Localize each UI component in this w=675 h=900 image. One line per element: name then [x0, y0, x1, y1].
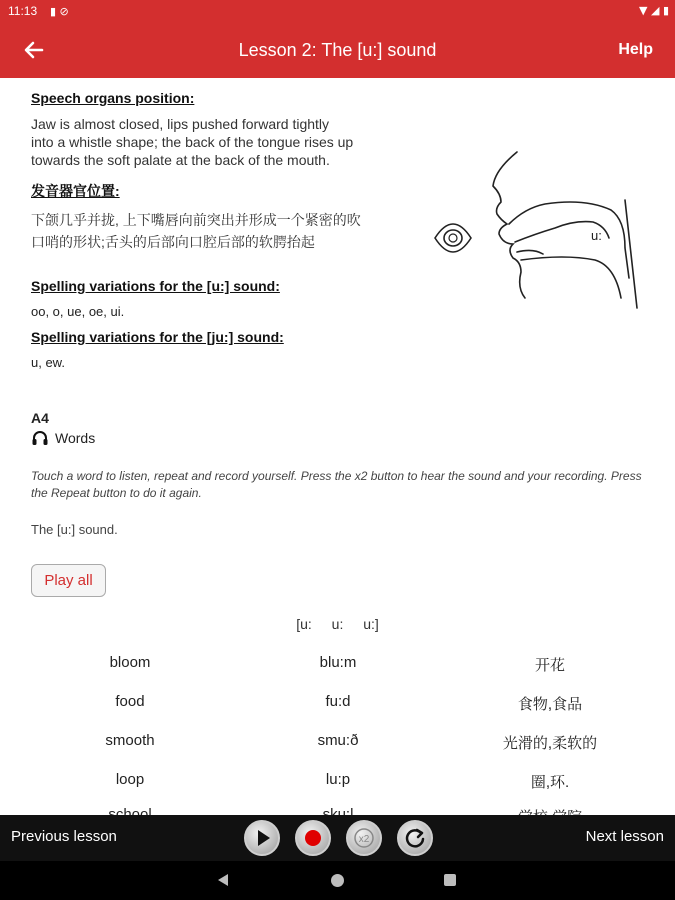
spelling-u-values: oo, o, ue, oe, ui.	[31, 304, 125, 319]
nav-home-icon[interactable]	[331, 874, 344, 887]
help-button[interactable]: Help	[618, 41, 653, 58]
ipa-header-part: u:]	[363, 616, 379, 632]
speech-organs-line-zh: 口哨的形状;舌头的后部向口腔后部的软腭抬起	[31, 234, 315, 250]
ipa-header-part: u:	[331, 616, 344, 632]
page-title: Lesson 2: The [u:] sound	[238, 40, 437, 60]
status-time: 11:13	[8, 4, 38, 18]
nav-back-icon[interactable]	[216, 873, 230, 887]
spelling-ju-values: u, ew.	[31, 355, 65, 370]
headphone-icon	[31, 430, 49, 446]
ipa-header-part: [u:	[296, 616, 312, 632]
play-icon	[246, 822, 278, 854]
nav-recents-icon[interactable]	[444, 874, 456, 886]
previous-lesson-button[interactable]: Previous lesson	[11, 828, 117, 845]
play-all-button[interactable]: Play all	[31, 564, 106, 597]
speech-organs-line: towards the soft palate at the back of the mouth.	[31, 152, 330, 168]
play-button[interactable]	[244, 820, 280, 856]
instructions-text: Touch a word to listen, repeat and record yourself. Press the x2 button to hear the sound and your recording. Press the Repeat button to do it again.	[31, 469, 642, 500]
table-row[interactable]	[0, 654, 675, 693]
translation-cell[interactable]: 光滑的,柔软的	[502, 735, 598, 752]
translation-cell[interactable]: 食物,食品	[517, 696, 583, 713]
lesson-content	[0, 78, 675, 815]
lips-icon	[435, 224, 471, 252]
ipa-cell[interactable]: fu:d	[325, 693, 351, 710]
ipa-cell[interactable]: lu:p	[325, 771, 351, 788]
section-code: A4	[31, 410, 49, 426]
app-bar	[0, 24, 675, 78]
system-icons: ▼ ◢ ▮	[639, 4, 669, 17]
translation-cell[interactable]: 开花	[534, 657, 565, 674]
repeat-button[interactable]	[397, 820, 433, 856]
ipa-cell[interactable]: smu:ð	[317, 732, 359, 749]
next-lesson-button[interactable]: Next lesson	[585, 828, 664, 845]
word-cell[interactable]: smooth	[105, 732, 155, 749]
diagram-label: u:	[591, 228, 602, 243]
status-bar	[0, 0, 675, 24]
word-cell[interactable]: loop	[115, 771, 145, 788]
spelling-ju-heading: Spelling variations for the [ju:] sound:	[31, 329, 284, 345]
table-row[interactable]	[0, 771, 675, 810]
speech-organs-heading-zh: 发音器官位置:	[31, 183, 120, 199]
speech-organs-text-zh	[31, 209, 361, 253]
ipa-header	[0, 616, 675, 632]
bottom-control-bar	[0, 815, 675, 861]
mouth-position-diagram	[425, 148, 645, 318]
word-cell[interactable]: bloom	[109, 654, 151, 671]
speech-organs-line: Jaw is almost closed, lips pushed forward tightly	[31, 116, 330, 132]
section-title-label: Words	[55, 430, 96, 446]
section-title[interactable]	[31, 430, 95, 446]
sound-label: The [u:] sound.	[31, 522, 118, 537]
svg-text:x2: x2	[358, 834, 370, 845]
speech-organs-line: into a whistle shape; the back of the tongue rises up	[31, 134, 354, 150]
face-profile	[493, 152, 637, 308]
speech-organs-text	[31, 115, 353, 169]
system-nav-bar	[0, 861, 675, 900]
speech-organs-heading: Speech organs position:	[31, 90, 195, 106]
repeat-icon	[399, 822, 431, 854]
table-row[interactable]	[0, 732, 675, 771]
word-cell[interactable]: food	[115, 693, 145, 710]
record-icon	[297, 822, 329, 854]
table-row[interactable]	[0, 693, 675, 732]
spelling-u-heading: Spelling variations for the [u:] sound:	[31, 278, 280, 294]
record-button[interactable]	[295, 820, 331, 856]
translation-cell[interactable]: 圈,环.	[530, 774, 570, 791]
speech-organs-line-zh: 下颌几乎并拢, 上下嘴唇向前突出并形成一个紧密的吹	[31, 212, 361, 228]
x2-icon	[348, 822, 380, 854]
notification-icons: ▮ ⊘	[50, 5, 69, 18]
ipa-cell[interactable]: blu:m	[319, 654, 357, 671]
x2-button[interactable]	[346, 820, 382, 856]
